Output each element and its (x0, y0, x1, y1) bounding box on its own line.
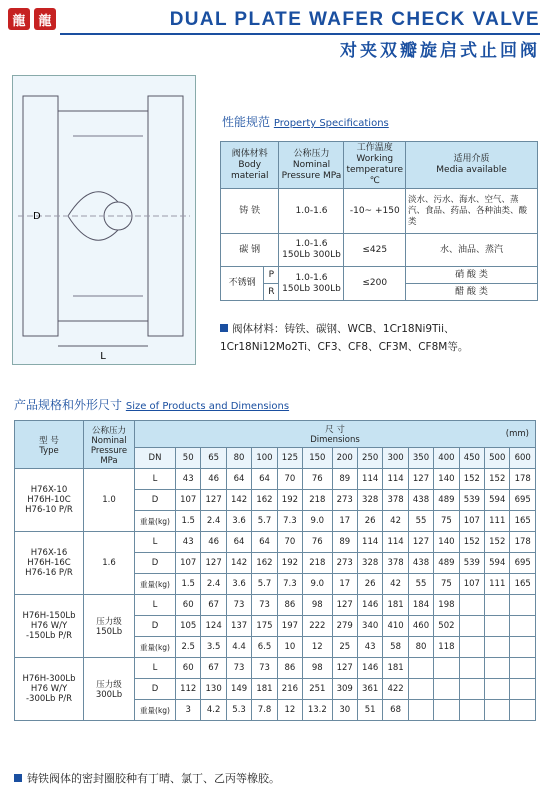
value-cell: 64 (226, 532, 251, 553)
dn-label: DN (135, 448, 176, 469)
row-label: 重量(kg) (135, 700, 176, 721)
valve-drawing-svg (13, 76, 195, 364)
cell-media-r: 醋 酸 类 (406, 284, 538, 301)
property-row-ss-p (221, 267, 538, 284)
value-cell: 130 (201, 679, 226, 700)
value-cell: 152 (459, 469, 484, 490)
materials-note (220, 320, 546, 356)
value-cell: 218 (303, 490, 332, 511)
value-cell: 127 (332, 595, 357, 616)
dims-row (15, 469, 536, 490)
value-cell: 68 (383, 700, 408, 721)
cell-media-p: 硝 酸 类 (406, 267, 538, 284)
value-cell: 76 (303, 532, 332, 553)
cell-material: 铸 铁 (221, 189, 279, 234)
cell-temp: -10~ +150 (344, 189, 406, 234)
cell-pressure: 1.0-1.6 150Lb 300Lb (279, 234, 344, 267)
value-cell: 112 (176, 679, 201, 700)
value-cell: 438 (408, 553, 433, 574)
value-cell: 4.2 (201, 700, 226, 721)
value-cell: 175 (252, 616, 277, 637)
row-label: 重量(kg) (135, 637, 176, 658)
value-cell: 489 (434, 490, 459, 511)
cell-media: 水、油品、蒸汽 (406, 234, 538, 267)
value-cell: 378 (383, 553, 408, 574)
dn-cell: 100 (252, 448, 277, 469)
value-cell: 142 (226, 490, 251, 511)
value-cell (408, 658, 433, 679)
value-cell: 149 (226, 679, 251, 700)
type-name: H76 W/Y -300Lb P/R (25, 684, 73, 704)
value-cell: 107 (459, 574, 484, 595)
value-cell: 7.8 (252, 700, 277, 721)
bullet-square (220, 324, 228, 332)
dn-cell: 200 (332, 448, 357, 469)
col-media-cn: 适用介质 (453, 154, 490, 164)
value-cell: 695 (510, 553, 536, 574)
value-cell (510, 595, 536, 616)
value-cell: 218 (303, 553, 332, 574)
value-cell: 73 (252, 658, 277, 679)
value-cell: 60 (176, 595, 201, 616)
value-cell: 410 (383, 616, 408, 637)
value-cell: 114 (383, 532, 408, 553)
value-cell: 146 (357, 658, 382, 679)
value-cell: 42 (383, 574, 408, 595)
cell-material-ss: 不锈钢 (221, 267, 264, 301)
type-name: H76H-10C (27, 495, 71, 505)
value-cell: 594 (485, 553, 510, 574)
value-cell: 251 (303, 679, 332, 700)
cell-pressure: 1.0-1.6 (279, 189, 344, 234)
value-cell: 43 (176, 469, 201, 490)
dn-cell: 400 (434, 448, 459, 469)
dims-row (15, 658, 536, 679)
property-heading-cn: 性能规范 (222, 115, 271, 129)
value-cell: 67 (201, 595, 226, 616)
dn-cell: 600 (510, 448, 536, 469)
value-cell: 3.5 (201, 637, 226, 658)
value-cell: 73 (226, 595, 251, 616)
type-name: H76 W/Y -150Lb P/R (25, 621, 73, 641)
cell-pressure-ss: 1.0-1.6 150Lb 300Lb (279, 267, 344, 301)
value-cell: 43 (357, 637, 382, 658)
dn-cell: 250 (357, 448, 382, 469)
value-cell: 198 (434, 595, 459, 616)
value-cell: 165 (510, 511, 536, 532)
value-cell (485, 700, 510, 721)
value-cell (459, 616, 484, 637)
cell-ss-p: P (264, 267, 279, 284)
property-header-row (221, 142, 538, 189)
logo-glyph: 龍 (8, 8, 30, 30)
col-dim-pressure-cn: 公称压力 (91, 425, 126, 436)
property-row-carbon (221, 234, 538, 267)
col-pressure-en: Nominal Pressure MPa (281, 159, 342, 181)
value-cell: 146 (357, 595, 382, 616)
pressure-cell: 压力级 150Lb (84, 595, 135, 658)
value-cell: 89 (332, 469, 357, 490)
value-cell: 9.0 (303, 574, 332, 595)
value-cell: 7.3 (277, 511, 302, 532)
value-cell: 13.2 (303, 700, 332, 721)
value-cell: 127 (201, 490, 226, 511)
value-cell: 140 (434, 469, 459, 490)
value-cell: 60 (176, 658, 201, 679)
value-cell: 107 (176, 490, 201, 511)
value-cell: 378 (383, 490, 408, 511)
value-cell (434, 700, 459, 721)
dn-cell: 500 (485, 448, 510, 469)
value-cell: 197 (277, 616, 302, 637)
row-label: D (135, 490, 176, 511)
value-cell (485, 658, 510, 679)
value-cell: 5.7 (252, 511, 277, 532)
title-rule (60, 33, 540, 35)
value-cell (510, 700, 536, 721)
col-body-en: Body material (230, 159, 269, 181)
value-cell: 489 (434, 553, 459, 574)
dn-cell: 50 (176, 448, 201, 469)
value-cell: 86 (277, 658, 302, 679)
value-cell (485, 637, 510, 658)
value-cell: 3 (176, 700, 201, 721)
type-cell (15, 658, 84, 721)
value-cell: 5.7 (252, 574, 277, 595)
value-cell: 2.4 (201, 574, 226, 595)
cell-temp-ss: ≤200 (344, 267, 406, 301)
value-cell: 192 (277, 553, 302, 574)
col-pressure-cn: 公称压力 (293, 148, 330, 159)
value-cell: 2.4 (201, 511, 226, 532)
value-cell (408, 700, 433, 721)
value-cell: 361 (357, 679, 382, 700)
value-cell: 216 (277, 679, 302, 700)
value-cell: 181 (252, 679, 277, 700)
valve-drawing (12, 75, 196, 365)
value-cell: 89 (332, 532, 357, 553)
cell-temp: ≤425 (344, 234, 406, 267)
value-cell: 55 (408, 574, 433, 595)
value-cell: 152 (459, 532, 484, 553)
dn-cell: 65 (201, 448, 226, 469)
value-cell: 107 (459, 511, 484, 532)
col-dims-en: Dimensions (310, 435, 360, 445)
value-cell: 328 (357, 490, 382, 511)
value-cell: 309 (332, 679, 357, 700)
value-cell: 127 (201, 553, 226, 574)
col-type-cn: 型 号 (39, 435, 59, 446)
value-cell (459, 700, 484, 721)
cell-material: 碳 钢 (221, 234, 279, 267)
value-cell: 695 (510, 490, 536, 511)
value-cell: 17 (332, 511, 357, 532)
col-media-en: Media available (436, 165, 507, 175)
value-cell: 64 (252, 532, 277, 553)
value-cell: 64 (226, 469, 251, 490)
value-cell (408, 679, 433, 700)
value-cell: 5.3 (226, 700, 251, 721)
value-cell: 114 (357, 469, 382, 490)
value-cell (485, 616, 510, 637)
value-cell: 12 (277, 700, 302, 721)
value-cell: 539 (459, 553, 484, 574)
dimensions-heading-en: Size of Products and Dimensions (125, 401, 290, 412)
row-label: L (135, 469, 176, 490)
type-name: H76X-16 (30, 548, 68, 558)
property-heading-en: Property Specifications (273, 118, 389, 129)
value-cell: 192 (277, 490, 302, 511)
value-cell: 12 (303, 637, 332, 658)
col-body-cn: 阀体材料 (231, 148, 268, 159)
value-cell (459, 595, 484, 616)
row-label: L (135, 658, 176, 679)
col-temp-en: Working temperature ℃ (346, 154, 404, 186)
row-label: L (135, 532, 176, 553)
value-cell: 76 (303, 469, 332, 490)
materials-text: 阀体材料：铸铁、碳钢、WCB、1Cr18Ni9Tii、1Cr18Ni12Mo2Ti、CF3、CF8、CF3M、CF8M等。 (220, 323, 469, 353)
dims-row (15, 595, 536, 616)
value-cell (510, 679, 536, 700)
row-label: 重量(kg) (135, 574, 176, 595)
value-cell: 46 (201, 469, 226, 490)
value-cell: 42 (383, 511, 408, 532)
value-cell: 80 (408, 637, 433, 658)
col-type-en: Type (39, 445, 59, 456)
drawing-label-d: D (33, 211, 41, 222)
dn-cell: 150 (303, 448, 332, 469)
value-cell: 184 (408, 595, 433, 616)
type-name: H76X-10 (30, 485, 68, 495)
value-cell: 3.6 (226, 511, 251, 532)
dn-cell: 450 (459, 448, 484, 469)
row-label: D (135, 553, 176, 574)
value-cell: 165 (510, 574, 536, 595)
value-cell: 46 (201, 532, 226, 553)
value-cell: 1.5 (176, 511, 201, 532)
dims-row (15, 532, 536, 553)
value-cell: 6.5 (252, 637, 277, 658)
value-cell: 111 (485, 574, 510, 595)
value-cell (485, 679, 510, 700)
value-cell: 67 (201, 658, 226, 679)
dn-cell: 80 (226, 448, 251, 469)
value-cell: 73 (226, 658, 251, 679)
value-cell: 25 (332, 637, 357, 658)
value-cell: 137 (226, 616, 251, 637)
value-cell: 86 (277, 595, 302, 616)
row-label: L (135, 595, 176, 616)
col-temp-cn: 工作温度 (356, 143, 393, 153)
value-cell: 328 (357, 553, 382, 574)
type-name: H76H-150Lb (22, 611, 76, 621)
type-name: H76-16 P/R (25, 568, 73, 578)
col-dims-cn: 尺 寸 (325, 425, 345, 435)
cell-ss-r: R (264, 284, 279, 301)
value-cell: 142 (226, 553, 251, 574)
dn-cell: 350 (408, 448, 433, 469)
value-cell: 3.6 (226, 574, 251, 595)
value-cell: 75 (434, 574, 459, 595)
value-cell: 55 (408, 511, 433, 532)
logo-glyph-2: 龍 (34, 8, 56, 30)
pressure-cell: 压力级 300Lb (84, 658, 135, 721)
value-cell: 118 (434, 637, 459, 658)
drawing-label-l: L (100, 351, 106, 362)
property-table (220, 141, 538, 301)
footer-text: 铸铁阀体的密封圈胶种有丁晴、氯丁、乙丙等橡胶。 (27, 772, 280, 785)
value-cell: 460 (408, 616, 433, 637)
value-cell: 162 (252, 553, 277, 574)
value-cell: 64 (252, 469, 277, 490)
value-cell: 422 (383, 679, 408, 700)
value-cell: 105 (176, 616, 201, 637)
value-cell: 70 (277, 532, 302, 553)
dimensions-heading (14, 396, 289, 413)
value-cell: 502 (434, 616, 459, 637)
value-cell: 273 (332, 553, 357, 574)
cell-media: 淡水、污水、海水、空气、蒸汽、食品、药品、各种油类、酸类 (406, 189, 538, 234)
type-name: H76-10 P/R (25, 505, 73, 515)
value-cell: 58 (383, 637, 408, 658)
value-cell (485, 595, 510, 616)
unit-label: (mm) (505, 429, 529, 439)
value-cell: 73 (252, 595, 277, 616)
value-cell: 124 (201, 616, 226, 637)
dims-header-row (15, 421, 536, 448)
value-cell: 98 (303, 595, 332, 616)
value-cell: 9.0 (303, 511, 332, 532)
value-cell: 279 (332, 616, 357, 637)
value-cell: 17 (332, 574, 357, 595)
bullet-square (14, 774, 22, 782)
value-cell (510, 616, 536, 637)
row-label: D (135, 616, 176, 637)
value-cell: 1.5 (176, 574, 201, 595)
value-cell: 2.5 (176, 637, 201, 658)
dn-cell: 300 (383, 448, 408, 469)
value-cell (510, 637, 536, 658)
value-cell: 7.3 (277, 574, 302, 595)
pressure-cell: 1.0 (84, 469, 135, 532)
value-cell (434, 679, 459, 700)
value-cell (459, 679, 484, 700)
row-label: D (135, 679, 176, 700)
value-cell: 75 (434, 511, 459, 532)
value-cell: 114 (357, 532, 382, 553)
value-cell: 222 (303, 616, 332, 637)
type-name: H76H-300Lb (22, 674, 76, 684)
value-cell: 127 (408, 532, 433, 553)
value-cell (459, 637, 484, 658)
col-dim-pressure-en: Nominal Pressure MPa (90, 435, 128, 466)
value-cell: 4.4 (226, 637, 251, 658)
value-cell: 178 (510, 532, 536, 553)
value-cell: 107 (176, 553, 201, 574)
value-cell: 152 (485, 532, 510, 553)
value-cell: 26 (357, 511, 382, 532)
value-cell: 162 (252, 490, 277, 511)
value-cell: 98 (303, 658, 332, 679)
property-heading (222, 113, 389, 130)
value-cell: 114 (383, 469, 408, 490)
value-cell: 26 (357, 574, 382, 595)
value-cell: 140 (434, 532, 459, 553)
value-cell (434, 658, 459, 679)
type-name: H76H-16C (27, 558, 71, 568)
title-en: DUAL PLATE WAFER CHECK VALVE (169, 9, 540, 30)
value-cell: 594 (485, 490, 510, 511)
value-cell: 10 (277, 637, 302, 658)
dn-cell: 125 (277, 448, 302, 469)
type-cell (15, 595, 84, 658)
type-cell (15, 532, 84, 595)
value-cell: 127 (332, 658, 357, 679)
value-cell: 43 (176, 532, 201, 553)
value-cell (510, 658, 536, 679)
value-cell: 152 (485, 469, 510, 490)
value-cell: 181 (383, 595, 408, 616)
value-cell: 178 (510, 469, 536, 490)
value-cell: 51 (357, 700, 382, 721)
value-cell: 70 (277, 469, 302, 490)
pressure-cell: 1.6 (84, 532, 135, 595)
value-cell: 539 (459, 490, 484, 511)
value-cell: 111 (485, 511, 510, 532)
footer-note (14, 770, 280, 786)
value-cell: 340 (357, 616, 382, 637)
row-label: 重量(kg) (135, 511, 176, 532)
logo (8, 8, 60, 30)
value-cell: 438 (408, 490, 433, 511)
value-cell: 30 (332, 700, 357, 721)
dimensions-heading-cn: 产品规格和外形尺寸 (14, 398, 123, 412)
value-cell (459, 658, 484, 679)
dimensions-table (14, 420, 536, 721)
value-cell: 273 (332, 490, 357, 511)
type-cell (15, 469, 84, 532)
value-cell: 127 (408, 469, 433, 490)
title-cn: 对夹双瓣旋启式止回阀 (340, 41, 540, 61)
property-row-iron (221, 189, 538, 234)
value-cell: 181 (383, 658, 408, 679)
